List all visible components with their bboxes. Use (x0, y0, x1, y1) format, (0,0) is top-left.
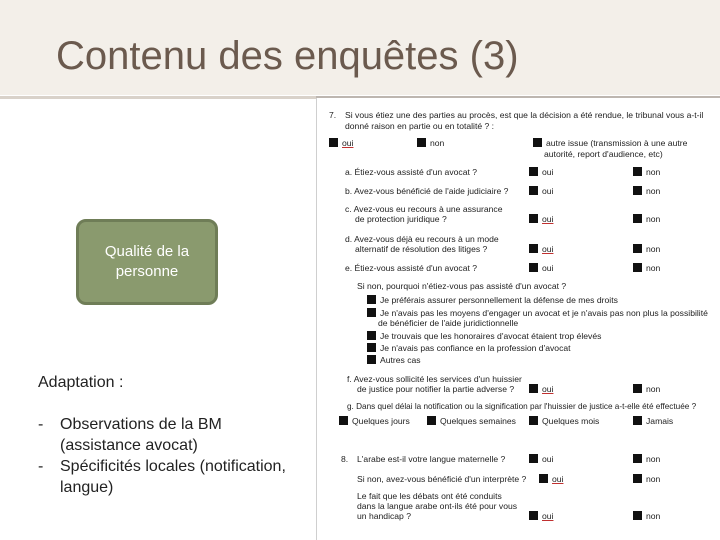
checkbox-icon (367, 331, 376, 340)
q7-text-line1: Si vous étiez une des parties au procès, est que la décision a été rendue, le tribunal vous a-t-il (345, 110, 704, 120)
checkbox-icon (529, 167, 538, 176)
qa-oui: oui (529, 167, 553, 177)
qc-oui: oui (529, 214, 553, 224)
bullet-list (38, 414, 298, 498)
qg-text: g. Dans quel délai la notification ou la signification par l'huissier de justice a-t-elle été effectuée ? (347, 402, 697, 411)
checkbox-icon (417, 138, 426, 147)
checkbox-icon (633, 454, 642, 463)
question-number: 7. (329, 110, 337, 120)
qc-text-line1: c. Avez-vous eu recours à une assurance (345, 204, 503, 214)
reason-item: Je n'avais pas confiance en la profession d'avocat (367, 343, 571, 353)
bullet-marker: - (38, 458, 44, 475)
q8c-text-line2: dans la langue arabe ont-ils été pour vous (357, 501, 518, 511)
checkbox-icon (633, 214, 642, 223)
q7-option-oui: oui (329, 138, 353, 148)
qf-oui: oui (529, 384, 553, 394)
checkbox-icon (529, 214, 538, 223)
q8b-text: Si non, avez-vous bénéficié d'un interprète ? (357, 474, 527, 484)
qc-non: non (633, 214, 660, 224)
bullet-item (38, 456, 298, 498)
delai-option: Quelques mois (529, 416, 599, 426)
q7-option-autre-line2: autorité, report d'audience, etc) (544, 149, 663, 159)
checkbox-icon (539, 474, 548, 483)
reason-item-continued: de bénéficier de l'aide juridictionnelle (378, 318, 519, 328)
qb-non: non (633, 186, 660, 196)
checkbox-icon (529, 416, 538, 425)
checkbox-icon (529, 511, 538, 520)
qd-non: non (633, 244, 660, 254)
divider-left (0, 96, 316, 99)
q8c-text-line1: Le fait que les débats ont été conduits (357, 491, 502, 501)
reason-item: Autres cas (367, 355, 421, 365)
qualite-personne-badge (76, 219, 218, 305)
checkbox-icon (633, 186, 642, 195)
question-number: 8. (341, 454, 349, 464)
delai-option: Quelques jours (339, 416, 410, 426)
qe-non: non (633, 263, 660, 273)
checkbox-icon (427, 416, 436, 425)
bullet-text: Spécificités locales (notification, langue) (60, 458, 286, 496)
checkbox-icon (633, 474, 642, 483)
checkbox-icon (633, 416, 642, 425)
checkbox-icon (529, 384, 538, 393)
adaptation-label: Adaptation : (38, 374, 124, 391)
badge-label: Qualité de la personne (104, 243, 190, 280)
bullet-marker: - (38, 416, 44, 433)
reason-item: Je n'avais pas les moyens d'engager un avocat et je n'avais pas non plus la possibilité (367, 308, 708, 318)
q8-text: L'arabe est-il votre langue maternelle ? (357, 454, 506, 464)
slide-title: Contenu des enquêtes (3) (56, 34, 519, 78)
q8-oui: oui (529, 454, 553, 464)
qd-oui: oui (529, 244, 553, 254)
q8c-oui: oui (529, 511, 553, 521)
qb-oui: oui (529, 186, 553, 196)
qf-text-line1: f. Avez-vous sollicité les services d'un huissier (347, 374, 522, 384)
checkbox-icon (367, 295, 376, 304)
q8c-text-line3: un handicap ? (357, 511, 411, 521)
bullet-text: Observations de la BM (assistance avocat) (60, 416, 222, 454)
reason-item: Je préférais assurer personnellement la défense de mes droits (367, 295, 618, 305)
checkbox-icon (367, 308, 376, 317)
qa-text: a. Étiez-vous assisté d'un avocat ? (345, 167, 478, 177)
qe-text: e. Étiez-vous assisté d'un avocat ? (345, 263, 478, 273)
qb-text: b. Avez-vous bénéficié de l'aide judiciaire ? (345, 186, 509, 196)
checkbox-icon (529, 244, 538, 253)
qf-text-line2: de justice pour notifier la partie adverse ? (357, 384, 515, 394)
checkbox-icon (529, 263, 538, 272)
checkbox-icon (633, 511, 642, 520)
checkbox-icon (529, 454, 538, 463)
checkbox-icon (633, 384, 642, 393)
q8-non: non (633, 454, 660, 464)
qd-text-line2: alternatif de résolution des litiges ? (355, 244, 488, 254)
si-non-question: Si non, pourquoi n'étiez-vous pas assisté d'un avocat ? (357, 281, 567, 291)
reason-item: Je trouvais que les honoraires d'avocat étaient trop élevés (367, 331, 601, 341)
q8b-oui: oui (539, 474, 563, 484)
checkbox-icon (329, 138, 338, 147)
qf-non: non (633, 384, 660, 394)
qd-text-line1: d. Avez-vous déjà eu recours à un mode (345, 234, 499, 244)
checkbox-icon (633, 263, 642, 272)
q7-option-autre: autre issue (transmission à une autre (533, 138, 687, 148)
q8c-non: non (633, 511, 660, 521)
delai-option: Quelques semaines (427, 416, 516, 426)
checkbox-icon (367, 355, 376, 364)
qa-non: non (633, 167, 660, 177)
checkbox-icon (633, 244, 642, 253)
qe-oui: oui (529, 263, 553, 273)
delai-option: Jamais (633, 416, 673, 426)
q7-text-line2: donné raison en partie ou en totalité ? : (345, 121, 495, 131)
questionnaire-scan (316, 98, 720, 540)
bullet-item (38, 414, 298, 456)
q8b-non: non (633, 474, 660, 484)
checkbox-icon (367, 343, 376, 352)
q7-option-non: non (417, 138, 444, 148)
checkbox-icon (633, 167, 642, 176)
qc-text-line2: de protection juridique ? (355, 214, 447, 224)
checkbox-icon (533, 138, 542, 147)
checkbox-icon (529, 186, 538, 195)
checkbox-icon (339, 416, 348, 425)
